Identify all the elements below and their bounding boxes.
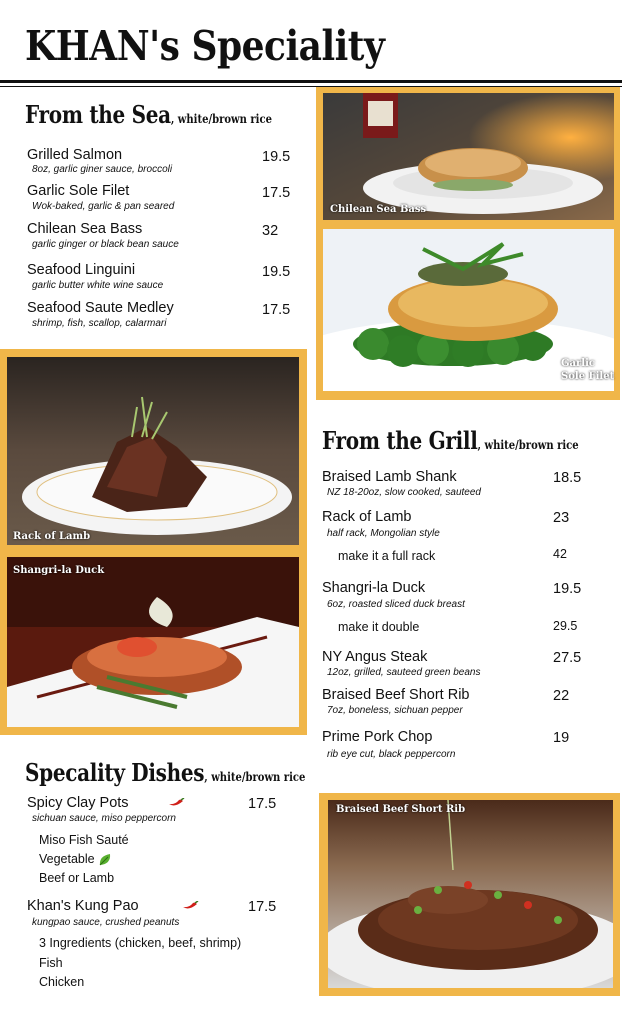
menu-option: Chicken xyxy=(39,975,85,989)
menu-option: make it a full rack xyxy=(338,549,436,563)
menu-title: KHAN's Speciality xyxy=(25,22,385,71)
menu-item-price: 17.5 xyxy=(248,899,277,915)
menu-item-price: 19.5 xyxy=(262,149,291,165)
menu-item-desc: shrimp, fish, scallop, calarmari xyxy=(32,318,167,329)
short-rib-photo xyxy=(328,800,613,988)
menu-option: Fish xyxy=(39,956,63,970)
menu-item-name: Spicy Clay Pots xyxy=(27,795,185,811)
menu-item-price: 19.5 xyxy=(553,581,582,597)
menu-item-desc: half rack, Mongolian style xyxy=(327,528,440,539)
menu-item-desc: 7oz, boneless, sichuan pepper xyxy=(327,705,463,716)
menu-item-price: 17.5 xyxy=(262,185,291,201)
shangri-la-duck-photo xyxy=(7,557,299,727)
menu-item-name: Rack of Lamb xyxy=(322,509,412,525)
photo-caption: Chilean Sea Bass xyxy=(330,204,427,215)
menu-option: Vegetable xyxy=(39,852,112,867)
photo-caption: Garlic xyxy=(561,358,595,369)
menu-item-desc: sichuan sauce, miso peppercorn xyxy=(32,813,176,824)
menu-item-desc: garlic ginger or black bean sauce xyxy=(32,239,179,250)
photo-caption: Rack of Lamb xyxy=(13,531,91,542)
menu-item-name: Braised Beef Short Rib xyxy=(322,687,470,703)
sea-bass-photo xyxy=(323,93,614,220)
menu-item-name: Seafood Linguini xyxy=(27,262,136,278)
menu-item-desc: 6oz, roasted sliced duck breast xyxy=(327,599,465,610)
menu-item-name: Seafood Saute Medley xyxy=(27,300,174,316)
section-heading-sea: From the Sea, white/brown rice xyxy=(25,100,272,129)
menu-option-price: 42 xyxy=(553,547,567,561)
photo-caption: Sole Filet xyxy=(561,371,615,382)
chili-pepper-icon xyxy=(167,798,185,808)
photo-caption: Braised Beef Short Rib xyxy=(336,804,466,815)
menu-item-name: NY Angus Steak xyxy=(322,649,428,665)
menu-option-price: 29.5 xyxy=(553,619,578,633)
photo-caption: Shangri-la Duck xyxy=(13,565,105,576)
menu-item-price: 17.5 xyxy=(248,796,277,812)
menu-item-price: 27.5 xyxy=(553,650,582,666)
menu-item-desc: 8oz, garlic giner sauce, broccoli xyxy=(32,164,173,175)
menu-item-name: Grilled Salmon xyxy=(27,147,123,163)
menu-item-desc: rib eye cut, black peppercorn xyxy=(327,749,456,760)
menu-item-name: Chilean Sea Bass xyxy=(27,221,143,237)
menu-item-price: 17.5 xyxy=(262,302,291,318)
menu-item-desc: 12oz, grilled, sauteed green beans xyxy=(327,667,481,678)
menu-item-name: Braised Lamb Shank xyxy=(322,469,457,485)
menu-item-desc: kungpao sauce, crushed peanuts xyxy=(32,917,180,928)
menu-option: make it double xyxy=(338,620,420,634)
menu-item-desc: NZ 18-20oz, slow cooked, sauteed xyxy=(327,487,481,498)
divider xyxy=(0,80,622,83)
section-heading-grill: From the Grill, white/brown rice xyxy=(322,426,579,455)
menu-item-price: 32 xyxy=(262,223,279,239)
menu-item-desc: garlic butter white wine sauce xyxy=(32,280,164,291)
rack-of-lamb-photo xyxy=(7,357,299,545)
menu-item-desc: Wok-baked, garlic & pan seared xyxy=(32,201,175,212)
menu-item-price: 19.5 xyxy=(262,264,291,280)
menu-item-price: 22 xyxy=(553,688,570,704)
section-heading-speciality: Specality Dishes, white/brown rice xyxy=(25,758,306,787)
chili-pepper-icon xyxy=(181,901,199,911)
menu-item-price: 23 xyxy=(553,510,570,526)
menu-item-name: Khan's Kung Pao xyxy=(27,898,199,914)
menu-item-name: Garlic Sole Filet xyxy=(27,183,130,199)
menu-option: Beef or Lamb xyxy=(39,871,115,885)
menu-item-name: Shangri-la Duck xyxy=(322,580,426,596)
menu-item-price: 18.5 xyxy=(553,470,582,486)
menu-item-price: 19 xyxy=(553,730,570,746)
menu-item-name: Prime Pork Chop xyxy=(322,729,433,745)
leaf-icon xyxy=(98,853,112,867)
menu-option: 3 Ingredients (chicken, beef, shrimp) xyxy=(39,936,242,950)
menu-option: Miso Fish Sauté xyxy=(39,833,129,847)
